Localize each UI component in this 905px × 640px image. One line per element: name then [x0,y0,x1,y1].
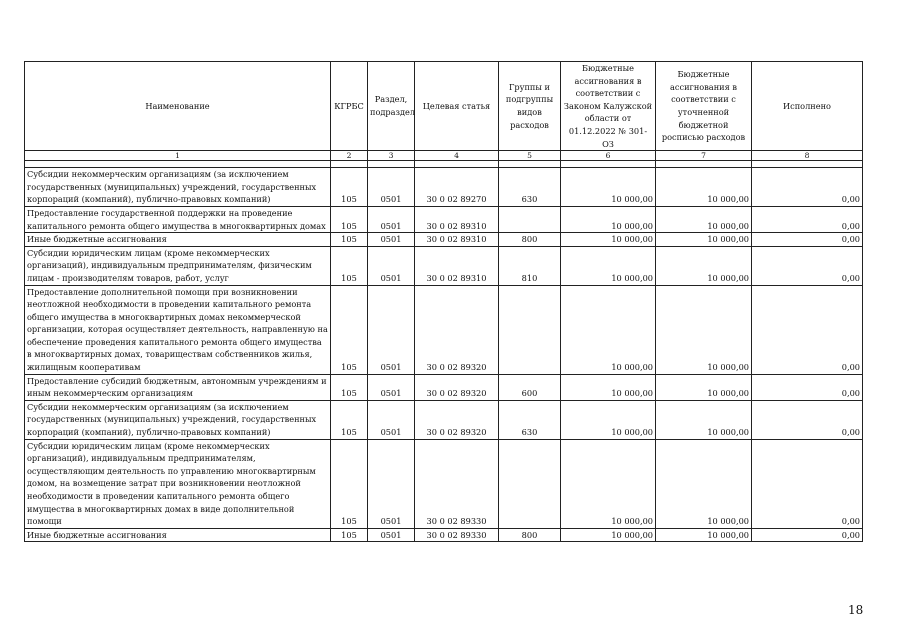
row-target-article: 30 0 02 89330 [415,528,499,542]
row-name: Субсидии некоммерческим организациям (за исключением государственных (муниципальных) учреждений, государственных корпораций (компаний), публично-правовых компаний) [25,168,331,207]
row-law-allocation: 10 000,00 [561,168,656,207]
row-law-allocation: 10 000,00 [561,233,656,247]
row-section: 0501 [368,528,415,542]
table-row [25,439,863,528]
header-row [25,62,863,151]
row-kgrbs: 105 [331,528,368,542]
header-name: Наименование [25,62,331,151]
row-law-allocation: 10 000,00 [561,400,656,439]
row-expense-group: 800 [499,528,561,542]
row-section: 0501 [368,374,415,400]
row-law-allocation: 10 000,00 [561,439,656,528]
row-kgrbs: 105 [331,374,368,400]
row-refined-allocation: 10 000,00 [656,285,752,374]
table-row [25,528,863,542]
row-refined-allocation: 10 000,00 [656,246,752,285]
column-number: 8 [752,151,863,161]
table-row [25,206,863,232]
row-name: Иные бюджетные ассигнования [25,528,331,542]
row-kgrbs: 105 [331,400,368,439]
row-name: Субсидии некоммерческим организациям (за исключением государственных (муниципальных) учреждений, государственных корпораций (компаний), публично-правовых компаний) [25,400,331,439]
column-number: 2 [331,151,368,161]
row-executed: 0,00 [752,400,863,439]
row-kgrbs: 105 [331,246,368,285]
row-expense-group: 810 [499,246,561,285]
row-section: 0501 [368,439,415,528]
row-name: Предоставление субсидий бюджетным, автономным учреждениям и иным некоммерческим организациям [25,374,331,400]
row-section: 0501 [368,246,415,285]
row-refined-allocation: 10 000,00 [656,439,752,528]
column-number: 7 [656,151,752,161]
row-expense-group: 800 [499,233,561,247]
header-kgrbs: КГРБС [331,62,368,151]
row-executed: 0,00 [752,285,863,374]
row-expense-group: 630 [499,168,561,207]
row-expense-group [499,439,561,528]
row-kgrbs: 105 [331,206,368,232]
header-expense-groups: Группы и подгруппы видов расходов [499,62,561,151]
row-refined-allocation: 10 000,00 [656,168,752,207]
row-kgrbs: 105 [331,439,368,528]
column-number: 3 [368,151,415,161]
row-section: 0501 [368,168,415,207]
page-number: 18 [848,603,864,617]
row-name: Субсидии юридическим лицам (кроме некоммерческих организаций), индивидуальным предпринимателям, осуществляющим деятельность по управлению многоквартирным домом, на возмещение затрат при возникновении неотложной необходимости в проведении капитального ремонта общего имущества в многоквартирных домах в виде дополнительной помощи [25,439,331,528]
table-row [25,374,863,400]
row-target-article: 30 0 02 89330 [415,439,499,528]
row-kgrbs: 105 [331,285,368,374]
table-row [25,285,863,374]
column-number: 6 [561,151,656,161]
row-refined-allocation: 10 000,00 [656,400,752,439]
row-executed: 0,00 [752,206,863,232]
header-section: Раздел, подраздел [368,62,415,151]
row-target-article: 30 0 02 89310 [415,246,499,285]
table-row [25,246,863,285]
row-target-article: 30 0 02 89320 [415,285,499,374]
row-expense-group [499,206,561,232]
row-refined-allocation: 10 000,00 [656,233,752,247]
column-number-row [25,151,863,161]
row-law-allocation: 10 000,00 [561,246,656,285]
row-name: Иные бюджетные ассигнования [25,233,331,247]
row-law-allocation: 10 000,00 [561,374,656,400]
row-section: 0501 [368,233,415,247]
row-kgrbs: 105 [331,168,368,207]
row-refined-allocation: 10 000,00 [656,528,752,542]
row-refined-allocation: 10 000,00 [656,206,752,232]
row-section: 0501 [368,400,415,439]
row-section: 0501 [368,206,415,232]
header-target-article: Целевая статья [415,62,499,151]
row-expense-group [499,285,561,374]
row-executed: 0,00 [752,374,863,400]
table-row [25,233,863,247]
row-law-allocation: 10 000,00 [561,528,656,542]
row-kgrbs: 105 [331,233,368,247]
budget-execution-table [24,61,863,542]
row-target-article: 30 0 02 89310 [415,206,499,232]
row-expense-group: 630 [499,400,561,439]
row-target-article: 30 0 02 89310 [415,233,499,247]
row-executed: 0,00 [752,439,863,528]
row-law-allocation: 10 000,00 [561,285,656,374]
row-executed: 0,00 [752,168,863,207]
row-name: Предоставление государственной поддержки на проведение капитального ремонта общего имущества в многоквартирных домах [25,206,331,232]
header-executed: Исполнено [752,62,863,151]
row-law-allocation: 10 000,00 [561,206,656,232]
row-name: Предоставление дополнительной помощи при возникновении неотложной необходимости в проведении капитального ремонта общего имущества в многоквартирных домах некоммерческой организации, которая осуществляет деятельность, направленную на обеспечение проведения капитального ремонта общего имущества в многоквартирных домах, товариществам собственников жилья, жилищным кооперативам [25,285,331,374]
row-expense-group: 600 [499,374,561,400]
row-executed: 0,00 [752,528,863,542]
row-name: Субсидии юридическим лицам (кроме некоммерческих организаций), индивидуальным предпринимателям, физическим лицам - производителям товаров, работ, услуг [25,246,331,285]
header-refined-allocations: Бюджетные ассигнования в соответствии с уточненной бюджетной росписью расходов [656,62,752,151]
spacer-row [25,161,863,168]
row-executed: 0,00 [752,233,863,247]
column-number: 5 [499,151,561,161]
row-section: 0501 [368,285,415,374]
table-row [25,168,863,207]
header-law-allocations: Бюджетные ассигнования в соответствии с Законом Калужской области от 01.12.2022 № 301-ОЗ [561,62,656,151]
row-refined-allocation: 10 000,00 [656,374,752,400]
row-executed: 0,00 [752,246,863,285]
column-number: 1 [25,151,331,161]
row-target-article: 30 0 02 89270 [415,168,499,207]
row-target-article: 30 0 02 89320 [415,400,499,439]
row-target-article: 30 0 02 89320 [415,374,499,400]
column-number: 4 [415,151,499,161]
table-row [25,400,863,439]
